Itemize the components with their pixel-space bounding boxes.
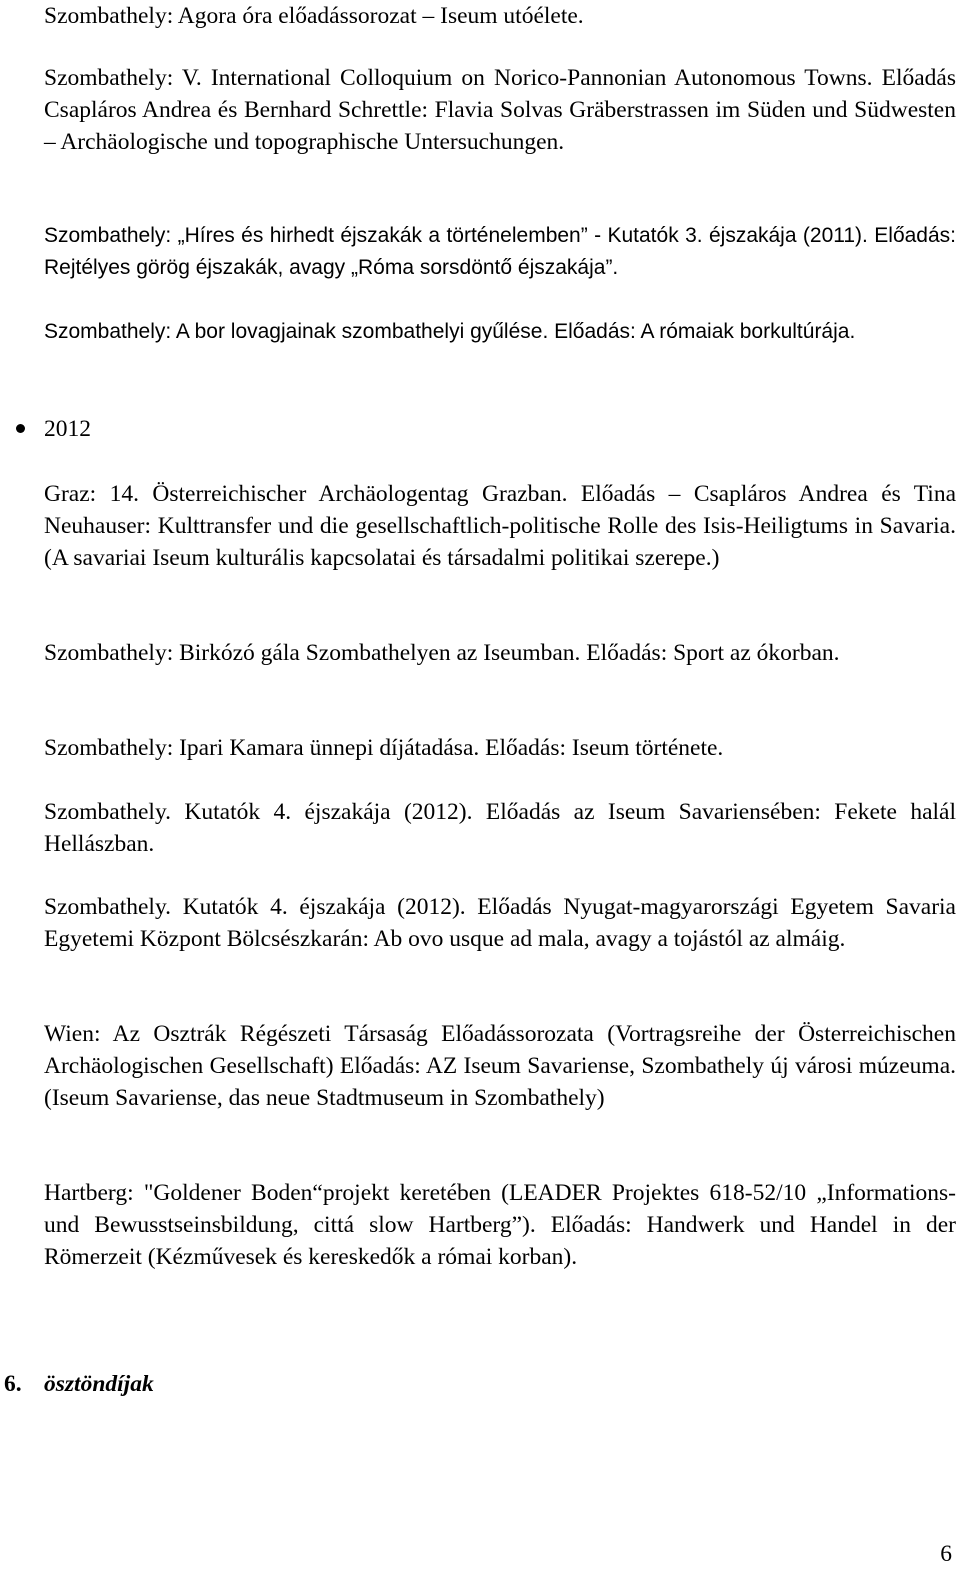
paragraph-researchers-night-2011: Szombathely: „Híres és hirhedt éjszakák a történelemben” - Kutatók 3. éjszakája (2011). Előadás: Rejtélyes görög éjszakák, avagy „Róma sorsdöntő éjszakája”.: [44, 224, 956, 279]
entry-graz: Graz: 14. Österreichischer Archäologentag Grazban. Előadás – Csapláros Andrea és Tina Neuhauser: Kulttransfer und die gesellschaftlich-politische Rolle des Isis-Heiligtums in Savaria. (A savariai Iseum kulturális kapcsolatai és társadalmi politikai szerepe.): [44, 481, 956, 571]
bullet-icon: [16, 424, 25, 433]
entry-wien: Wien: Az Osztrák Régészeti Társaság Előadássorozata (Vortragsreihe der Österreichischen Archäologischen Gesellschaft) Előadás: AZ Iseum Savariense, Szombathely új városi múzeuma. (Iseum Savariense, das neue Stadtmuseum in Szombathely): [44, 1021, 956, 1111]
page-number: 6: [940, 1541, 952, 1567]
entry-researchers-night-iseum: Szombathely. Kutatók 4. éjszakája (2012). Előadás az Iseum Savariensében: Fekete halál Hellászban.: [44, 799, 956, 857]
entry-wrestling-gala: Szombathely: Birkózó gála Szombathelyen az Iseumban. Előadás: Sport az ókorban.: [44, 640, 840, 666]
paragraph-agora-lecture: Szombathely: Agora óra előadássorozat – Iseum utóélete.: [44, 3, 584, 29]
section-heading: [4, 1368, 154, 1400]
entry-chamber-award: Szombathely: Ipari Kamara ünnepi díjátadása. Előadás: Iseum története.: [44, 735, 724, 761]
section-title: ösztöndíjak: [44, 1371, 154, 1397]
paragraph-wine-knights: Szombathely: A bor lovagjainak szombathelyi gyűlése. Előadás: A rómaiak borkultúrája.: [44, 320, 856, 343]
entry-hartberg: Hartberg: "Goldener Boden“projekt keretében (LEADER Projektes 618-52/10 „Informations- und Bewusstseinsbildung, cittá slow Hartberg”). Előadás: Handwerk und Handel in der Römerzeit (Kézművesek és kereskedők a római korban).: [44, 1180, 956, 1270]
paragraph-colloquium: Szombathely: V. International Colloquium on Norico-Pannonian Autonomous Towns. Előadás Csapláros Andrea és Bernhard Schrettle: Flavia Solvas Gräberstrassen im Süden und Südwesten – Archäologische und topographische Untersuchungen.: [44, 65, 956, 155]
year-list-item: 2012: [44, 416, 91, 442]
section-number: 6.: [4, 1371, 22, 1397]
entry-researchers-night-university: Szombathely. Kutatók 4. éjszakája (2012). Előadás Nyugat-magyarországi Egyetem Savaria Egyetemi Központ Bölcsészkarán: Ab ovo usque ad mala, avagy a tojástól az almáig.: [44, 894, 956, 952]
